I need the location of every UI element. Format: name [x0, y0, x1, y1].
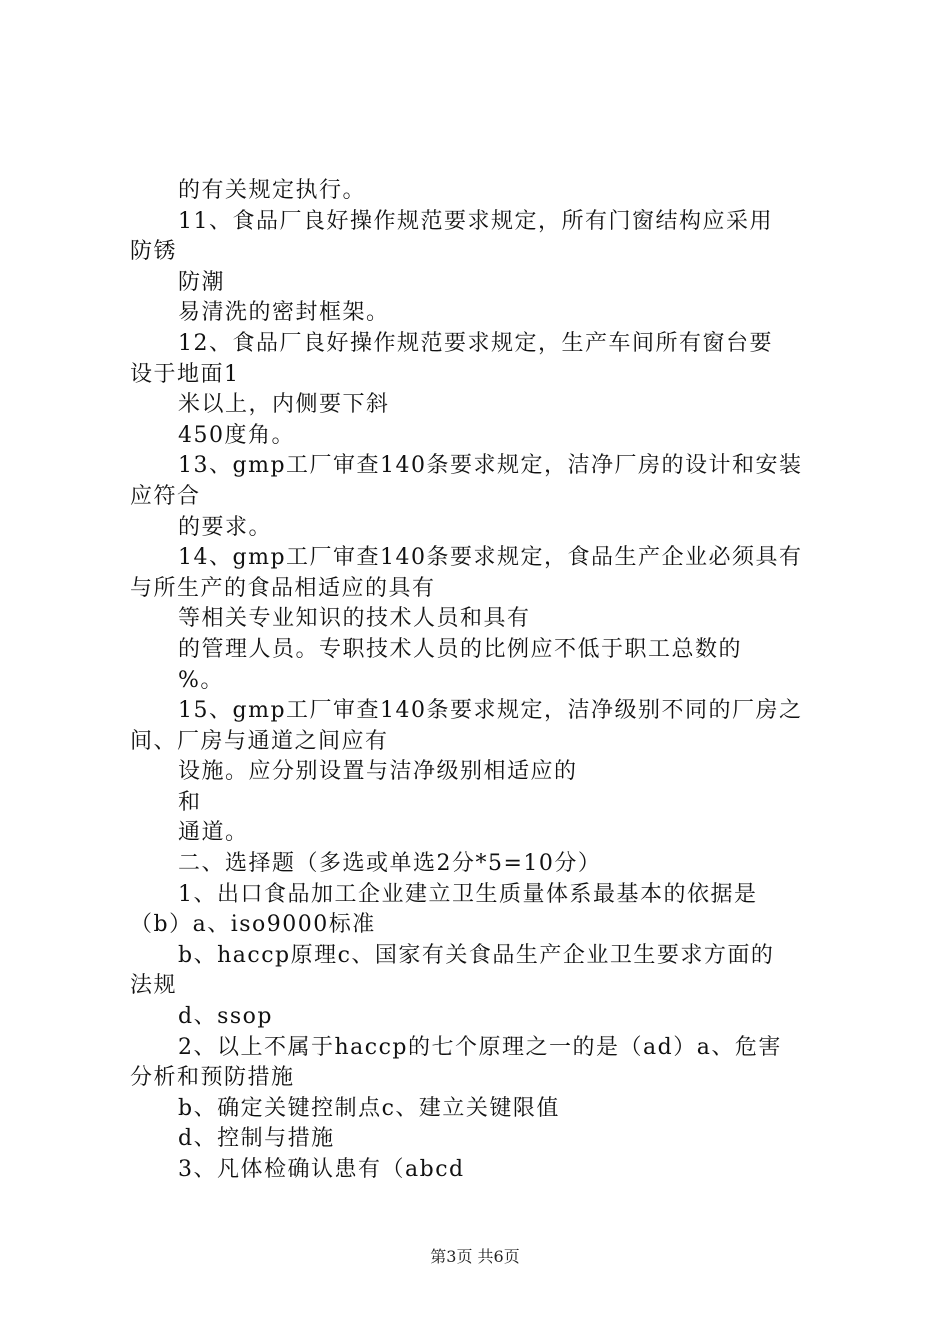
text-line: 设于地面1: [130, 361, 240, 387]
text-line: 13、gmp工厂审查140条要求规定，洁净厂房的设计和安装: [178, 453, 803, 479]
text-line: 2、以上不属于haccp的七个原理之一的是（ad）a、危害: [178, 1034, 782, 1060]
text-line: 二、选择题（多选或单选2分*5=10分）: [178, 851, 602, 877]
text-line: 的有关规定执行。: [178, 178, 367, 203]
text-line: （b）a、iso9000标准: [130, 912, 376, 938]
text-line: 设施。应分别设置与洁净级别相适应的: [178, 759, 578, 785]
text-line: 法规: [130, 973, 178, 999]
text-line: d、控制与措施: [178, 1126, 335, 1152]
text-line: 15、gmp工厂审查140条要求规定，洁净级别不同的厂房之: [178, 698, 803, 724]
text-line: 易清洗的密封框架。: [178, 300, 390, 326]
text-line: 450度角。: [178, 422, 295, 448]
text-line: 3、凡体检确认患有（abcd: [178, 1157, 465, 1182]
text-line: 与所生产的食品相适应的具有: [130, 575, 436, 601]
text-line: 等相关专业知识的技术人员和具有: [178, 606, 531, 632]
text-line: 间、厂房与通道之间应有: [130, 728, 389, 754]
text-line: 12、食品厂良好操作规范要求规定，生产车间所有窗台要: [178, 330, 773, 356]
text-line: 通道。: [178, 820, 249, 846]
text-line: 防潮: [178, 269, 226, 295]
text-line: %。: [178, 667, 224, 693]
page-footer: 第3页 共6页: [430, 1247, 520, 1266]
text-line: d、ssop: [178, 1004, 273, 1030]
text-line: 11、食品厂良好操作规范要求规定，所有门窗结构应采用: [178, 208, 773, 234]
text-line: 和: [178, 789, 202, 815]
text-line: 应符合: [130, 483, 201, 509]
text-line: 防锈: [130, 239, 178, 265]
text-line: 米以上，内侧要下斜: [178, 392, 390, 418]
text-line: 1、出口食品加工企业建立卫生质量体系最基本的依据是: [178, 881, 758, 907]
document-body: [130, 176, 835, 1186]
text-line: 的要求。: [178, 514, 273, 540]
text-line: b、确定关键控制点c、建立关键限值: [178, 1095, 560, 1121]
text-line: 的管理人员。专职技术人员的比例应不低于职工总数的: [178, 636, 743, 662]
text-line: 14、gmp工厂审查140条要求规定，食品生产企业必须具有: [178, 545, 803, 571]
text-line: 分析和预防措施: [130, 1065, 295, 1091]
text-line: b、haccp原理c、国家有关食品生产企业卫生要求方面的: [178, 942, 775, 968]
